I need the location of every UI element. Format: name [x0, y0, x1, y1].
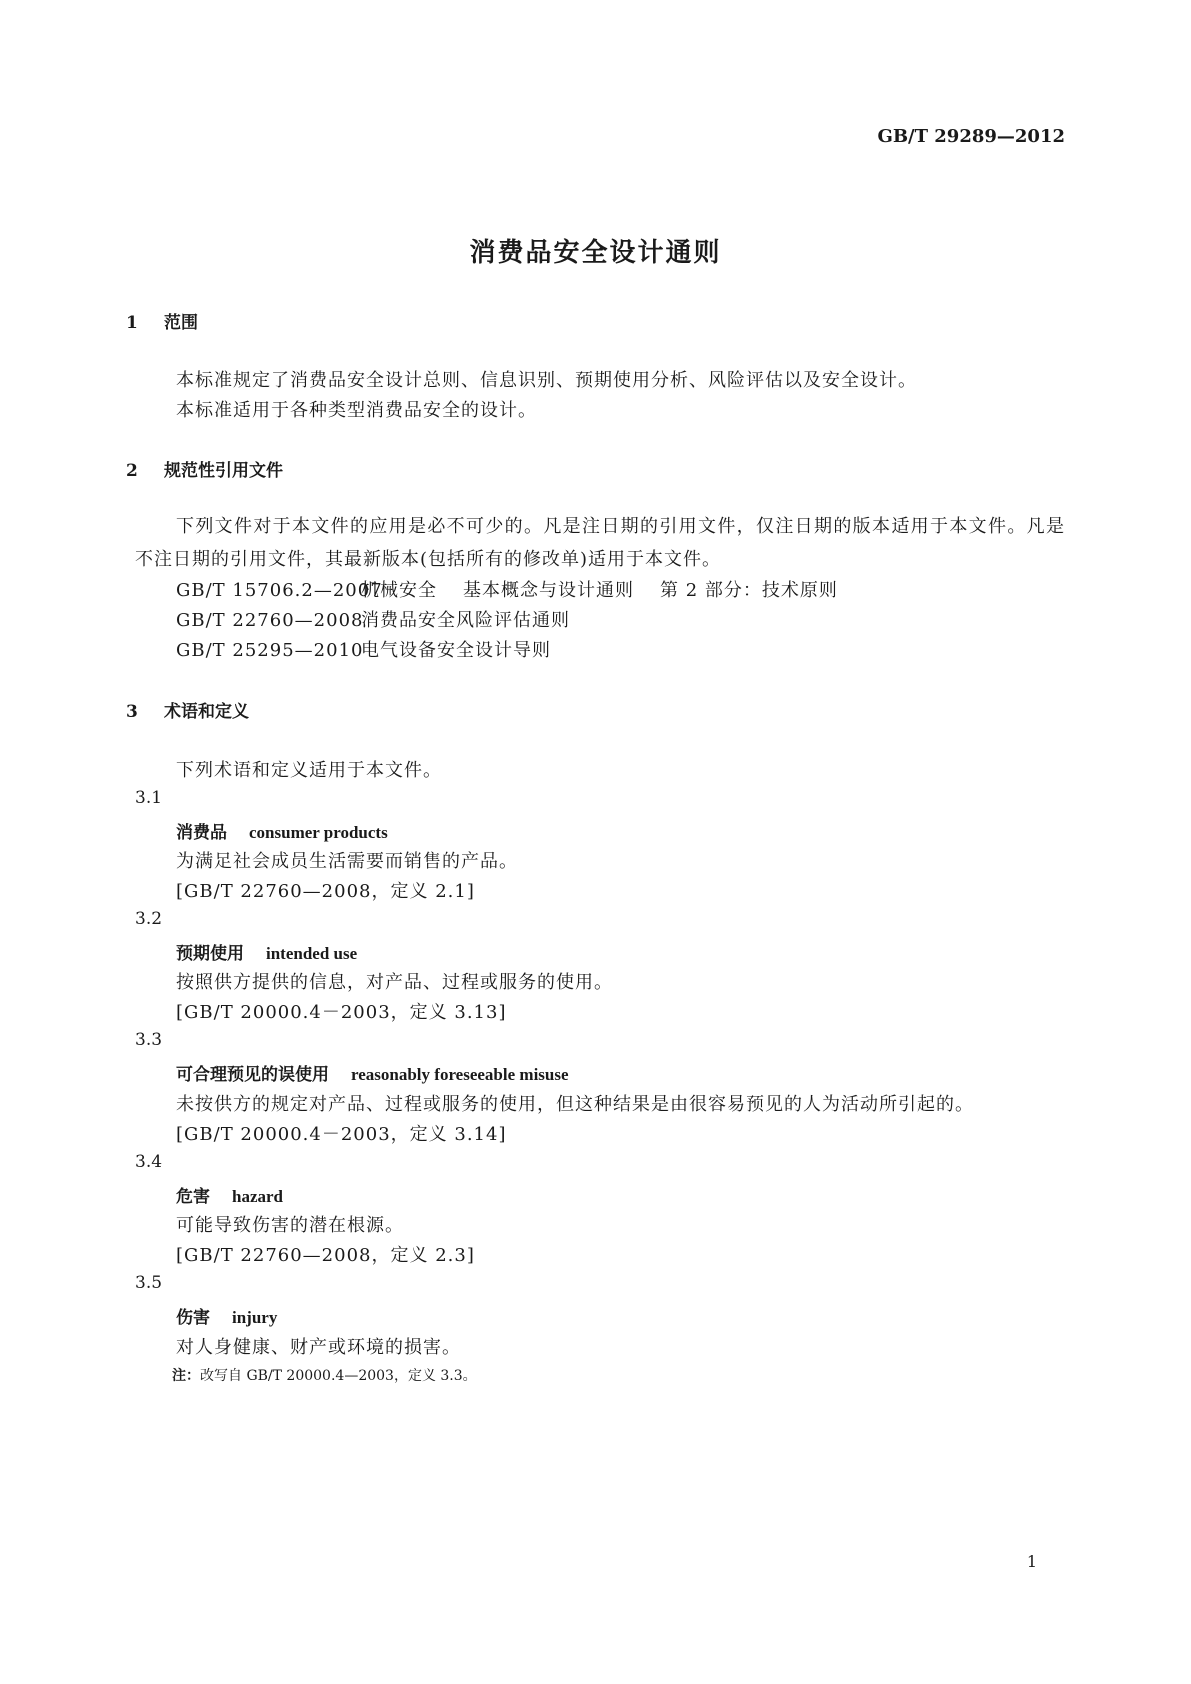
reference-title-part: 机械安全 [361, 580, 437, 601]
reference-title-part: 基本概念与设计通则 [463, 580, 634, 601]
term-definition: 按照供方提供的信息，对产品、过程或服务的使用。 [176, 972, 613, 993]
paragraph: 下列术语和定义适用于本文件。 [176, 760, 442, 781]
term-en: injury [232, 1308, 278, 1327]
term-zh: 消费品 [176, 823, 227, 843]
term-zh: 危害 [176, 1187, 210, 1207]
term-source: [GB/T 20000.4－2003，定义 3.14] [176, 1124, 507, 1145]
standard-number: GB/T 29289—2012 [877, 126, 1065, 147]
term-heading [176, 1182, 283, 1207]
section-number: 2 [126, 461, 138, 481]
term-heading [176, 818, 388, 843]
term-number: 3.2 [135, 909, 163, 929]
term-heading [176, 939, 357, 964]
term-definition: 未按供方的规定对产品、过程或服务的使用，但这种结果是由很容易预见的人为活动所引起的。 [176, 1094, 974, 1115]
term-number: 3.4 [135, 1152, 163, 1172]
term-en: hazard [232, 1187, 283, 1206]
term-source: [GB/T 20000.4－2003，定义 3.13] [176, 1002, 507, 1023]
section-number: 1 [126, 313, 138, 333]
term-zh: 可合理预见的误使用 [176, 1065, 329, 1085]
term-definition: 对人身健康、财产或环境的损害。 [176, 1337, 461, 1358]
reference-code: GB/T 15706.2—2007 [176, 580, 383, 601]
section-3-heading [126, 697, 249, 722]
term-number: 3.1 [135, 788, 163, 808]
paragraph: 本标准规定了消费品安全设计总则、信息识别、预期使用分析、风险评估以及安全设计。 [176, 370, 917, 391]
term-number: 3.5 [135, 1273, 163, 1293]
term-zh: 伤害 [176, 1308, 210, 1328]
reference-item [176, 636, 577, 662]
page-number: 1 [1026, 1552, 1037, 1571]
section-number: 3 [126, 702, 138, 722]
paragraph: 下列文件对于本文件的应用是必不可少的。凡是注日期的引用文件，仅注日期的版本适用于本文件。凡是不注日期的引用文件，其最新版本(包括所有的修改单)适用于本文件。 [135, 516, 1065, 570]
term-note [172, 1365, 477, 1385]
section-2-heading [126, 456, 283, 481]
term-number: 3.3 [135, 1030, 163, 1050]
term-definition: 为满足社会成员生活需要而销售的产品。 [176, 851, 518, 872]
reference-code: GB/T 22760—2008 [176, 610, 364, 631]
reference-item [176, 606, 596, 632]
document-title: 消费品安全设计通则 [469, 238, 722, 268]
term-source: [GB/T 22760—2008，定义 2.1] [176, 881, 475, 902]
note-text: 改写自 GB/T 20000.4—2003，定义 3.3。 [200, 1368, 477, 1384]
term-en: intended use [266, 944, 358, 963]
term-definition: 可能导致伤害的潜在根源。 [176, 1215, 404, 1236]
reference-title-part: 电气设备安全设计导则 [361, 640, 551, 661]
reference-item [176, 576, 864, 602]
section-title: 范围 [164, 313, 198, 333]
term-heading [176, 1060, 569, 1085]
section-1-heading [126, 308, 198, 333]
reference-title-part: 消费品安全风险评估通则 [361, 610, 570, 631]
term-zh: 预期使用 [176, 944, 244, 964]
section-title: 规范性引用文件 [164, 461, 283, 481]
reference-title-part: 第 2 部分：技术原则 [660, 580, 838, 601]
reference-code: GB/T 25295—2010 [176, 640, 364, 661]
term-en: consumer products [249, 823, 388, 842]
term-heading [176, 1303, 277, 1328]
section-title: 术语和定义 [164, 702, 249, 722]
term-en: reasonably foreseeable misuse [351, 1065, 569, 1084]
paragraph: 本标准适用于各种类型消费品安全的设计。 [176, 400, 537, 421]
note-label: 注： [172, 1368, 200, 1384]
term-source: [GB/T 22760—2008，定义 2.3] [176, 1245, 475, 1266]
